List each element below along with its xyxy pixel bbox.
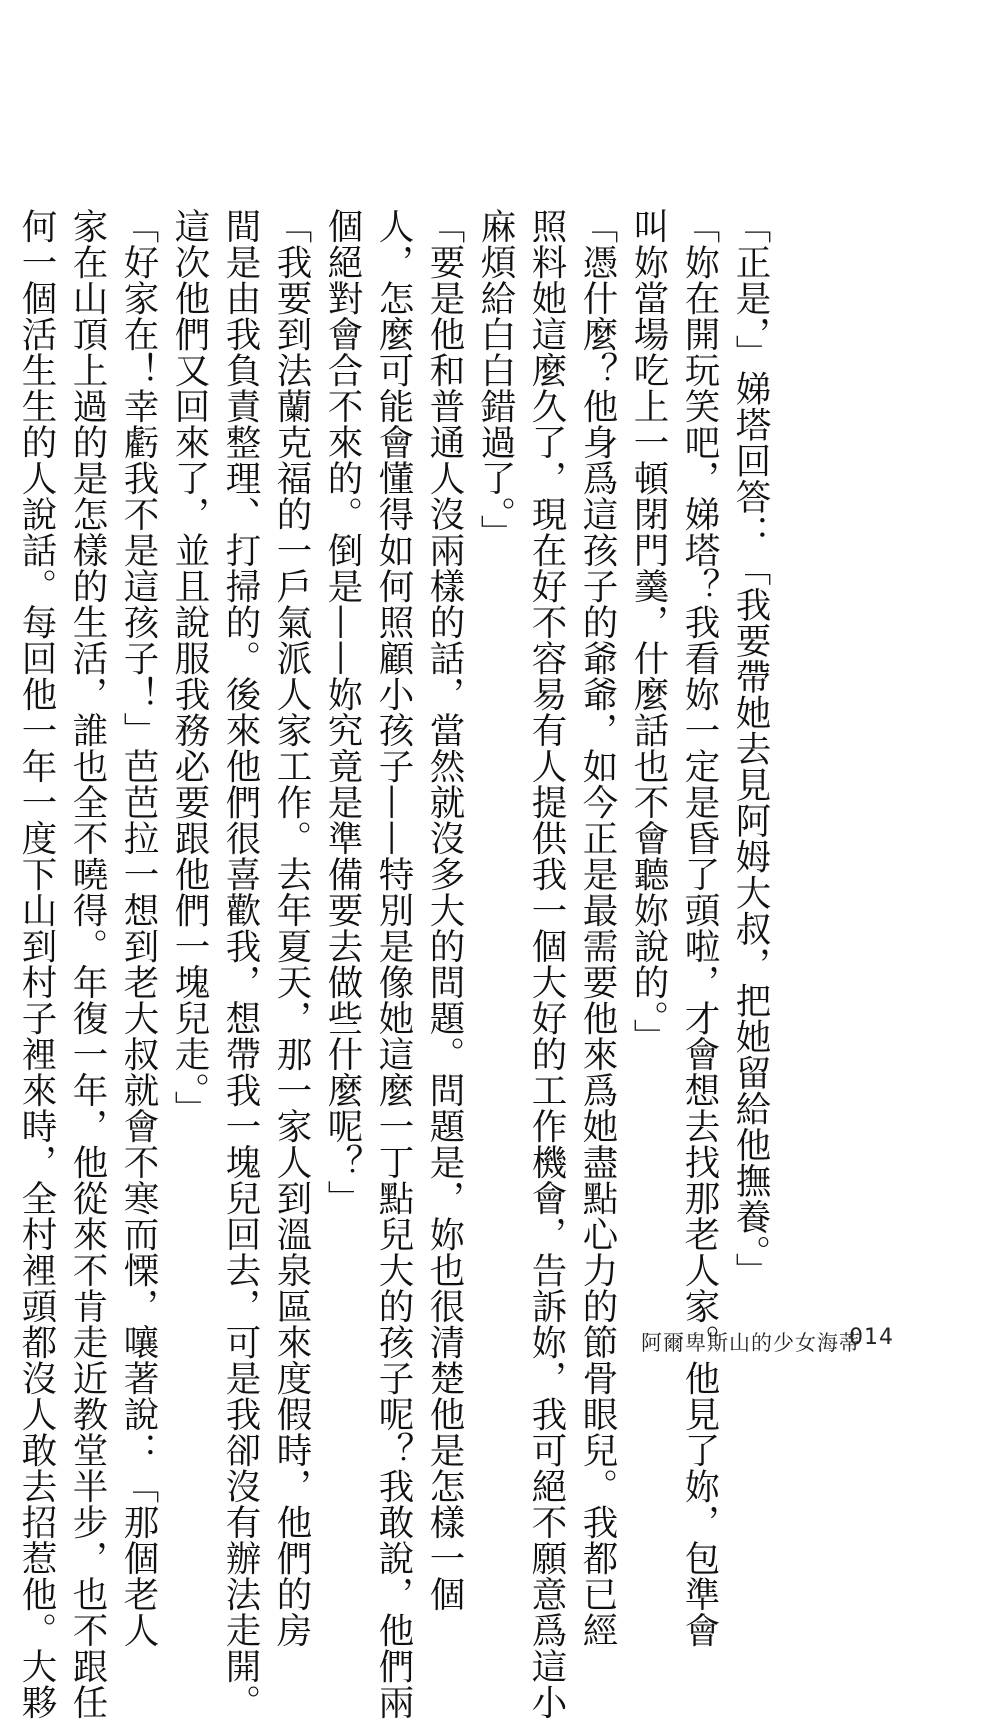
page-number: 014 (849, 1325, 894, 1350)
text-column: 個絕對會合不來的。倒是——妳究竟是準備要去做些什麼呢？」 (322, 208, 363, 1216)
text-column: 麻煩給白白錯過了。」 (475, 208, 516, 551)
text-column: 人，怎麼可能會懂得如何照顧小孩子——特別是像她這麼一丁點兒大的孩子呢？我敢說，他們兩 (373, 208, 414, 1720)
text-column: 「妳在開玩笑吧，娣塔？我看妳一定是昏了頭啦，才會想去找那老人家。他見了妳，包準會 (679, 208, 720, 1648)
text-column: 「正是，」娣塔回答：「我要帶她去見阿姆大叔，把她留給他撫養。」 (730, 208, 771, 1289)
text-column: 照料她這麼久了，現在好不容易有人提供我一個大好的工作機會，告訴妳，我可絕不願意爲這小 (526, 208, 567, 1720)
text-column: 家在山頂上過的是怎樣的生活，誰也全不曉得。年復一年，他從來不肯走近教堂半步，也不跟任 (67, 208, 108, 1720)
text-column: 這次他們又回來了，並且說服我務必要跟他們一塊兒走。」 (169, 208, 210, 1127)
running-footer-book-title: 阿爾卑斯山的少女海蒂 (641, 1331, 861, 1355)
text-column: 「要是他和普通人沒兩樣的話，當然就沒多大的問題。問題是，妳也很清楚他是怎樣一個 (424, 208, 465, 1612)
text-column: 何一個活生生的人說話。每回他一年一度下山到村子裡來時，全村裡頭都沒人敢去招惹他。大夥 (16, 208, 57, 1720)
text-column: 叫妳當場吃上一頓閉門羹，什麼話也不會聽妳說的。」 (628, 208, 669, 1055)
text-column: 「我要到法蘭克福的一戶氣派人家工作。去年夏天，那一家人到溫泉區來度假時，他們的房 (271, 208, 312, 1648)
text-column: 間是由我負責整理、打掃的。後來他們很喜歡我，想帶我一塊兒回去，可是我卻沒有辦法走開。 (220, 208, 261, 1720)
text-column: 「憑什麼？他身爲這孩子的爺爺，如今正是最需要他來爲她盡點心力的節骨眼兒。我都已經 (577, 208, 618, 1648)
text-column: 「好家在！幸虧我不是這孩子！」芭芭拉一想到老大叔就會不寒而慄，嚷著說：「那個老人 (118, 208, 159, 1648)
